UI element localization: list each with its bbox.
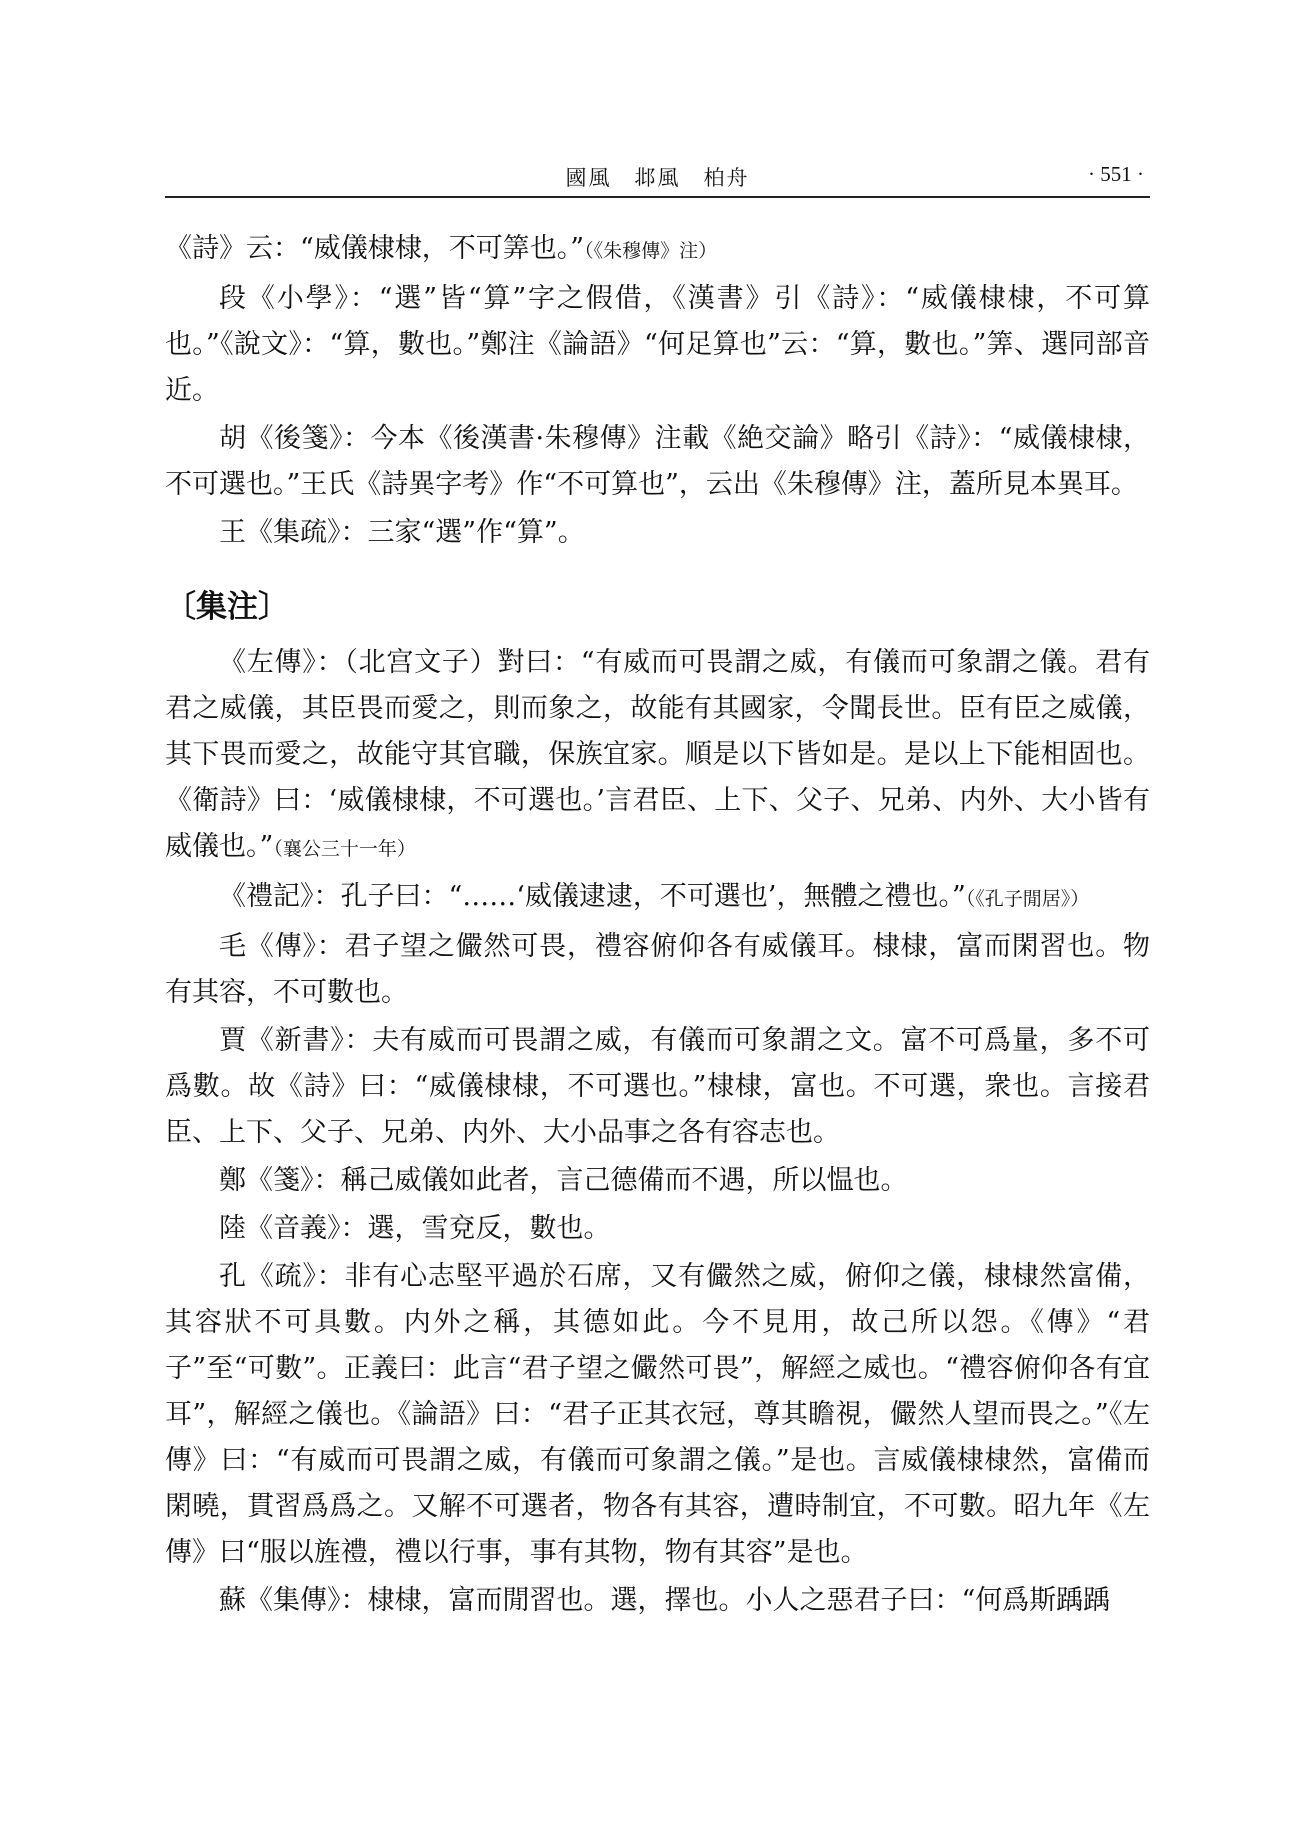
- paragraph-shi-quote: [165, 226, 1150, 274]
- paragraph-kong: [165, 1254, 1150, 1576]
- paragraph-text: 蘇《集傳》：棣棣，富而閒習也。選，擇也。小人之惡君子曰：“何爲斯踽踽: [219, 1585, 1111, 1616]
- page-number: · 551 ·: [1088, 162, 1144, 186]
- paragraph-lu: [165, 1206, 1150, 1252]
- paragraph-text: 孔《疏》：非有心志堅平過於石席，又有儼然之威，俯仰之儀，棣棣然富備，其容狀不可具數。内外之稱，其德如此。今不見用，故己所以怨。《傳》“君子”至“可數”。正義曰：此言“君子望之儼然可畏”，解經之威也。“禮容俯仰各有宜耳”，解經之儀也。《論語》曰：“君子正其衣冠，尊其瞻視，儼然人望而畏之。”《左傳》曰：“有威而可畏謂之威，有儀而可象謂之儀。”是也。言威儀棣棣然，富備而閑曉，貫習爲爲之。又解不可選者，物各有其容，遭時制宜，不可數。昭九年《左傳》曰“服以旌禮，禮以行事，事有其物，物有其容”是也。: [165, 1261, 1150, 1568]
- paragraph-text: 《詩》云：“威儀棣棣，不可筭也。”: [165, 233, 585, 264]
- paragraph-text: 毛《傳》：君子望之儼然可畏，禮容俯仰各有威儀耳。棣棣，富而閑習也。物有其容，不可數也。: [165, 931, 1150, 1008]
- paragraph-mao: [165, 924, 1150, 1016]
- paragraph-text: 陸《音義》：選，雪兗反，數也。: [219, 1213, 611, 1244]
- header-rule: [165, 196, 1150, 198]
- source-note: （《朱穆傳》注）: [584, 240, 718, 262]
- paragraph-text: 王《集疏》：三家“選”作“算”。: [219, 517, 585, 548]
- paragraph-text: 鄭《箋》：稱己威儀如此者，言己德備而不遇，所以愠也。: [219, 1165, 908, 1196]
- paragraph-text: 《禮記》：孔子曰：“……‘威儀逮逮，不可選也’，無體之禮也。”: [219, 881, 966, 912]
- paragraph-zuozhuan: [165, 640, 1150, 872]
- paragraph-liji: [165, 874, 1150, 922]
- paragraph-duan: [165, 276, 1150, 414]
- main-text: [165, 226, 1150, 1626]
- running-header: [165, 158, 1150, 198]
- paragraph-su: [165, 1578, 1150, 1624]
- paragraph-hu: [165, 416, 1150, 508]
- paragraph-text: 段《小學》：“選”皆“算”字之假借，《漢書》引《詩》：“威儀棣棣，不可算也。”《說文》：“算，數也。”鄭注《論語》“何足算也”云：“算，數也。”筭、選同部音近。: [165, 283, 1150, 406]
- paragraph-text: 胡《後箋》：今本《後漢書·朱穆傳》注載《絶交論》略引《詩》：“威儀棣棣，不可選也。”王氏《詩異字考》作“不可算也”，云出《朱穆傳》注，蓋所見本異耳。: [165, 423, 1150, 500]
- paragraph-wang: [165, 510, 1150, 556]
- paragraph-text: 《左傳》：（北宫文子）對曰：“有威而可畏謂之威，有儀而可象謂之儀。君有君之威儀，其臣畏而愛之，則而象之，故能有其國家，令聞長世。臣有臣之威儀，其下畏而愛之，故能守其官職，保族宜家。順是以下皆如是。是以上下能相固也。《衛詩》曰：‘威儀棣棣，不可選也。’言君臣、上下、父子、兄弟、内外、大小皆有威儀也。”: [165, 647, 1150, 862]
- paragraph-jia: [165, 1018, 1150, 1156]
- paragraph-text: 賈《新書》：夫有威而可畏謂之威，有儀而可象謂之文。富不可爲量，多不可爲數。故《詩》曰：“威儀棣棣，不可選也。”棣棣，富也。不可選，衆也。言接君臣、上下、父子、兄弟、内外、大小品事之各有容志也。: [165, 1025, 1150, 1148]
- source-note: （襄公三十一年）: [273, 838, 416, 860]
- section-heading: 〔集注〕: [165, 589, 289, 625]
- paragraph-zheng: [165, 1158, 1150, 1204]
- running-title: 國風 邶風 柏舟: [565, 166, 750, 190]
- source-note: （《孔子閒居》）: [965, 888, 1090, 910]
